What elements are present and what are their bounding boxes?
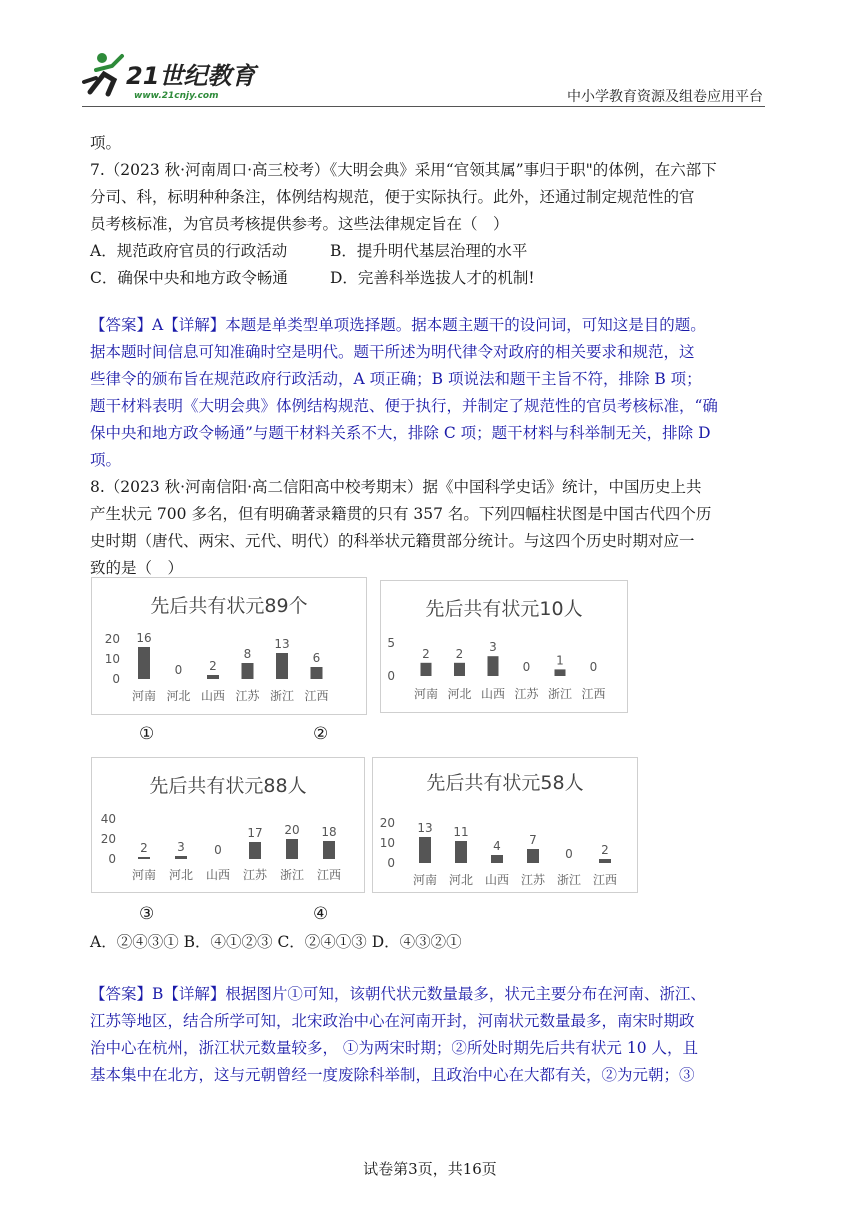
- y-tick-label: 5: [387, 636, 395, 650]
- logo: [82, 48, 282, 104]
- page-header: [82, 48, 765, 110]
- chart-title: 先后共有状元58人: [426, 772, 584, 794]
- data-label: 2: [601, 843, 609, 857]
- y-tick-label: 40: [100, 812, 116, 826]
- marker-1: ①: [139, 724, 155, 744]
- bar: [311, 667, 323, 679]
- question-8-line: 8.（2023 秋·河南信阳·高二信阳高中校考期末）据《中国科学史话》统计，中国历史上共: [90, 478, 702, 496]
- answer-7-line: 题干材料表明《大明会典》体例结构规范、便于执行，并制定了规范性的官员考核标准，“确: [90, 397, 718, 415]
- chart-3-svg: [92, 758, 364, 892]
- bar: [455, 841, 467, 863]
- option-d: D．完善科举选拔人才的机制!: [330, 269, 535, 287]
- category-label: 河南: [131, 689, 157, 703]
- bar: [276, 653, 288, 679]
- data-label: 16: [136, 631, 152, 645]
- category-label: 山西: [480, 687, 506, 701]
- data-label: 13: [417, 821, 433, 835]
- chart-title: 先后共有状元89个: [150, 595, 308, 617]
- chart-1: [91, 577, 367, 715]
- answer-7-line: 据本题时间信息可知准确时空是明代。题干所述为明代律令对政府的相关要求和规范，这: [90, 343, 695, 361]
- y-tick-label: 0: [387, 856, 395, 870]
- category-label: 浙江: [269, 689, 295, 703]
- category-label: 江西: [581, 687, 606, 701]
- answer-8-line: 基本集中在北方，这与元朝曾经一度废除科举制，且政治中心在大都有关，②为元朝；③: [90, 1066, 695, 1084]
- bar: [488, 656, 499, 676]
- data-label: 11: [453, 825, 469, 839]
- y-tick-label: 0: [108, 852, 116, 866]
- data-label: 17: [247, 826, 263, 840]
- y-tick-label: 20: [104, 632, 120, 646]
- answer-7-line: 项。: [90, 451, 122, 469]
- option-b: B．提升明代基层治理的水平: [330, 242, 528, 260]
- data-label: 1: [556, 653, 564, 668]
- data-label: 3: [489, 640, 497, 655]
- text-line: 项。: [90, 134, 122, 152]
- category-label: 浙江: [556, 873, 582, 887]
- y-tick-label: 10: [104, 652, 120, 666]
- answer-7-line: 【答案】A【详解】本题是单类型单项选择题。据本题主题干的设问词，可知这是目的题。: [90, 316, 706, 334]
- marker-3: ③: [139, 904, 155, 924]
- bar: [599, 859, 611, 863]
- bar: [249, 842, 261, 859]
- chart-title: 先后共有状元10人: [425, 598, 583, 620]
- bar: [286, 839, 298, 859]
- answer-8-line: 治中心在杭州，浙江状元数量较多， ①为两宋时期；②所处时期先后共有状元 10 人，且: [90, 1039, 699, 1057]
- data-label: 18: [321, 825, 337, 839]
- data-label: 7: [529, 833, 537, 847]
- page-footer: 试卷第3页，共16页: [363, 1160, 497, 1178]
- data-label: 20: [284, 823, 300, 837]
- answer-7-line: 保中央和地方政令畅通”与题干材料关系不大，排除 C 项；题干材料与科举制无关，排除 D: [90, 424, 711, 442]
- bar: [138, 857, 150, 859]
- category-label: 河北: [447, 687, 472, 701]
- category-label: 江苏: [242, 868, 268, 882]
- bar: [421, 663, 432, 676]
- question-8-options: A．②④③① B．④①②③ C．②④①③ D．④③②①: [90, 933, 462, 951]
- data-label: 8: [243, 647, 252, 661]
- category-label: 江西: [304, 689, 329, 703]
- category-label: 河北: [448, 873, 474, 887]
- data-label: 0: [522, 660, 531, 674]
- marker-4: ④: [313, 904, 329, 924]
- bar: [555, 669, 566, 676]
- category-label: 江苏: [235, 689, 260, 703]
- data-label: 2: [140, 841, 148, 855]
- category-label: 江苏: [514, 687, 539, 701]
- bar: [175, 856, 187, 859]
- category-label: 山西: [205, 868, 231, 882]
- category-label: 浙江: [547, 687, 573, 701]
- y-tick-label: 0: [112, 672, 120, 686]
- data-label: 0: [214, 843, 222, 857]
- chart-4-svg: [373, 758, 637, 892]
- question-8-line: 致的是（ ）: [90, 559, 184, 577]
- bar: [527, 849, 539, 863]
- header-divider: [82, 106, 765, 107]
- category-label: 河南: [412, 873, 438, 887]
- question-7-line: 员考核标准，为官员考核提供参考。这些法律规定旨在（ ）: [90, 215, 509, 233]
- bar: [242, 663, 254, 679]
- bar: [491, 855, 503, 863]
- y-tick-label: 10: [379, 836, 395, 850]
- data-label: 2: [455, 646, 464, 661]
- data-label: 0: [174, 663, 183, 677]
- category-label: 山西: [200, 689, 226, 703]
- y-tick-label: 20: [379, 816, 395, 830]
- platform-name: 中小学教育资源及组卷应用平台: [567, 89, 763, 105]
- chart-4: [372, 757, 638, 893]
- chart-2-svg: [381, 581, 627, 712]
- option-a: A．规范政府官员的行政活动: [90, 242, 288, 260]
- runner-icon: [84, 53, 122, 94]
- data-label: 0: [565, 847, 573, 861]
- option-c: C．确保中央和地方政令畅通: [90, 269, 288, 287]
- chart-1-svg: [92, 578, 366, 714]
- chart-3: [91, 757, 365, 893]
- data-label: 6: [312, 651, 321, 665]
- bar: [323, 841, 335, 859]
- data-label: 13: [274, 637, 290, 651]
- category-label: 江西: [316, 868, 342, 882]
- answer-8-line: 江苏等地区，结合所学可知，北宋政治中心在河南开封，河南状元数量最多，南宋时期政: [90, 1012, 695, 1030]
- data-label: 2: [422, 646, 430, 661]
- bar: [454, 663, 465, 676]
- logo-sub-text: www.21cnjy.com: [134, 91, 219, 101]
- chart-2: [380, 580, 628, 713]
- category-label: 江苏: [520, 873, 546, 887]
- answer-8-line: 【答案】B【详解】根据图片①可知，该朝代状元数量最多，状元主要分布在河南、浙江、: [90, 985, 706, 1003]
- answer-7-line: 些律令的颁布旨在规范政府行政活动，A 项正确；B 项说法和题干主旨不符，排除 B 项；: [90, 370, 702, 388]
- bar: [138, 647, 150, 679]
- category-label: 江西: [592, 873, 618, 887]
- chart-title: 先后共有状元88人: [149, 775, 307, 797]
- category-label: 河北: [166, 689, 191, 703]
- bar: [207, 675, 219, 679]
- category-label: 山西: [484, 873, 510, 887]
- category-label: 河南: [413, 687, 439, 701]
- question-7-line: 分司、科，标明种种条注，体例结构规范，便于实际执行。此外，还通过制定规范性的官: [90, 188, 695, 206]
- y-tick-label: 0: [387, 669, 395, 683]
- question-8-line: 产生状元 700 多名，但有明确著录籍贯的只有 357 名。下列四幅柱状图是中国古代四个历: [90, 505, 712, 523]
- category-label: 河南: [131, 868, 157, 882]
- data-label: 0: [589, 660, 598, 674]
- question-7-line: 7.（2023 秋·河南周口·高三校考）《大明会典》采用“官领其属”事归于职"的体例，在六部下: [90, 161, 717, 179]
- data-label: 3: [177, 840, 185, 854]
- bar: [419, 837, 431, 863]
- data-label: 2: [209, 659, 217, 673]
- category-label: 浙江: [279, 868, 305, 882]
- y-tick-label: 20: [100, 832, 116, 846]
- category-label: 河北: [168, 868, 194, 882]
- logo-main-text: 21世纪教育: [126, 62, 256, 90]
- marker-2: ②: [313, 724, 329, 744]
- question-8-line: 史时期（唐代、两宋、元代、明代）的科举状元籍贯部分统计。与这四个历史时期对应一: [90, 532, 695, 550]
- data-label: 4: [493, 839, 501, 853]
